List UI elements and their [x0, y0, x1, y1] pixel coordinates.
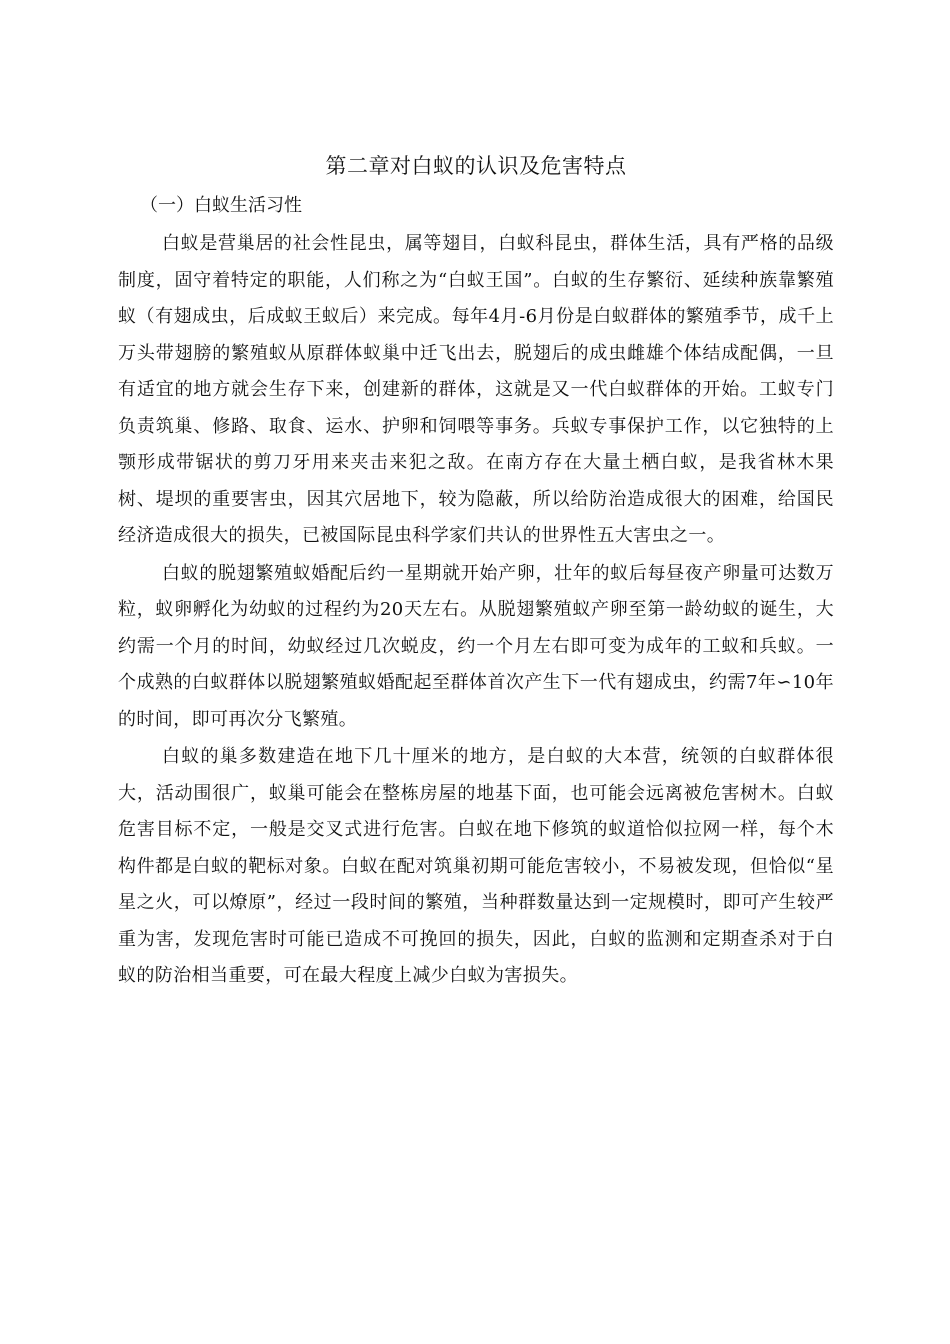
paragraph-1: 白蚁是营巢居的社会性昆虫，属等翅目，白蚁科昆虫，群体生活，具有严格的品级制度，固守着特定的职能，人们称之为“白蚁王国”。白蚁的生存繁衍、延续种族靠繁殖蚁（有翅成虫，后成蚁王蚁后）来完成。每年4月-6月份是白蚁群体的繁殖季节，成千上万头带翅膀的繁殖蚁从原群体蚁巢中迁飞出去，脱翅后的成虫雌雄个体结成配偶，一旦有适宜的地方就会生存下来，创建新的群体，这就是又一代白蚁群体的开始。工蚁专门负责筑巢、修路、取食、运水、护卵和饲喂等事务。兵蚁专事保护工作，以它独特的上颚形成带锯状的剪刀牙用来夹击来犯之敌。在南方存在大量土栖白蚁，是我省林木果树、堤坝的重要害虫，因其穴居地下，较为隐蔽，所以给防治造成很大的困难，给国民经济造成很大的损失，已被国际昆虫科学家们共认的世界性五大害虫之一。 [118, 233, 834, 546]
section-heading: （一）白蚁生活习性 [140, 195, 302, 216]
chapter-title: 第二章对白蚁的认识及危害特点 [325, 154, 627, 178]
paragraph-2: 白蚁的脱翅繁殖蚁婚配后约一星期就开始产卵，壮年的蚁后每昼夜产卵量可达数万粒，蚁卵孵化为幼蚁的过程约为20天左右。从脱翅繁殖蚁产卵至第一龄幼蚁的诞生，大约需一个月的时间，幼蚁经过几次蜕皮，约一个月左右即可变为成年的工蚁和兵蚁。一个成熟的白蚁群体以脱翅繁殖蚁婚配起至群体首次产生下一代有翅成虫，约需7年∽10年的时间，即可再次分飞繁殖。 [118, 562, 834, 730]
document-body [118, 146, 834, 995]
paragraph-3: 白蚁的巢多数建造在地下几十厘米的地方，是白蚁的大本营，统领的白蚁群体很大，活动围很广，蚁巢可能会在整栋房屋的地基下面，也可能会远离被危害树木。白蚁危害目标不定，一般是交叉式进行危害。白蚁在地下修筑的蚁道恰似拉网一样，每个木构件都是白蚁的靶标对象。白蚁在配对筑巢初期可能危害较小，不易被发现，但恰似“星星之火，可以燎原”，经过一段时间的繁殖，当种群数量达到一定规模时，即可产生较严重为害，发现危害时可能已造成不可挽回的损失，因此，白蚁的监测和定期查杀对于白蚁的防治相当重要，可在最大程度上减少白蚁为害损失。 [118, 746, 834, 986]
